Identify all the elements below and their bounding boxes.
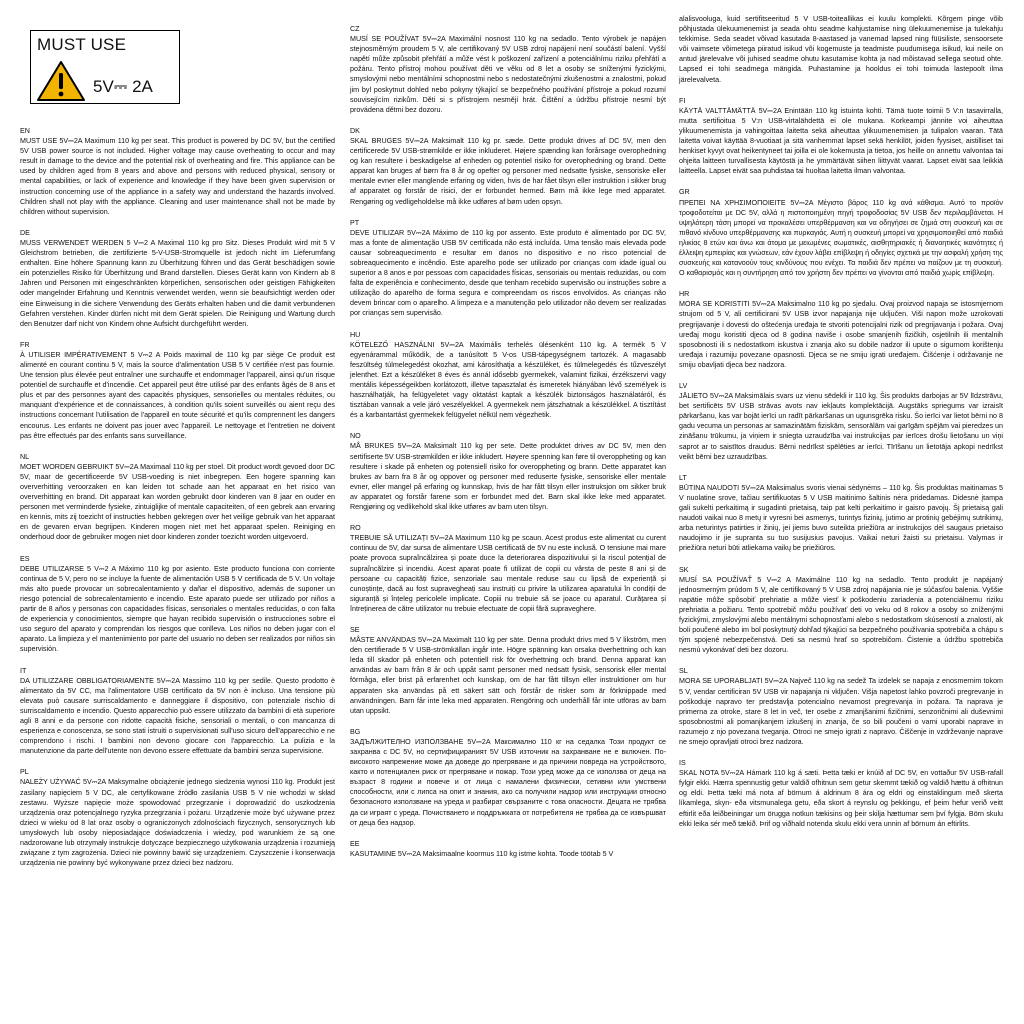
language-section-de	[20, 228, 335, 329]
language-code: HU	[350, 330, 361, 339]
warning-text: SKAL NOTA 5V⎓2A Hámark 110 kg á sæti. Þetta tæki er knúið af DC 5V, en vottaður 5V USB-rafall fylgir ekki. Hærra spennustig getur valdið ofhitnun sem getur skemmt tækið og valdið hættu á ofhitnun og eldi. Þetta tæki má nota af börnum á aldrinum 8 ára og eldri og einstaklingum með skerta líkamlega, skyn- eða vitsmunalega getu, eða skort á reynslu og þekkingu, ef þeim hefur verið veitt eftirlit eða leiðbeiningar um örugga notkun tækisins og þeir skilja hætturnar sem því fylgja. Börn skulu ekki leika sér með tækið. Þrif og viðhald notenda skulu ekki vera unnin af börnum án eftirlits.	[679, 769, 1003, 828]
language-code: DK	[350, 126, 360, 135]
language-section-it	[20, 666, 335, 757]
language-code: ES	[20, 554, 30, 563]
warning-text: KÖTELEZŐ HASZNÁLNI 5V⎓2A Maximális terhelés ülésenként 110 kg. A termék 5 V egyenárammal működik, de a tanúsított 5 V-os USB-tápegységnem tartozék. A magasabb feszültség túlmelegedést okozhat, ami károsíthatja a készüléket, és túlmelegedés és tűzveszélyt jelenthet. Ezt a készüléket 8 éves és annál idősebb gyermekek, valamint fizikai, érzékszervi vagy mentális képességeikben korlátozott, illetve tapasztalat és ismeretek hiányában lévő személyek is használhatják, ha felügyeletet vagy oktatást kaptak a készülék biztonságos használatáról, és tisztában vannak a vele járó veszélyekkel. A gyermekek nem játszhatnak a készülékkel. A tisztítást és a karbantartást gyermekek felügyelet nélkül nem végezhetik.	[350, 340, 666, 420]
warning-text: ЗАДЪЛЖИТЕЛНО ИЗПОЛЗВАНЕ 5V⎓2A Максимално 110 кг на седалка Този продукт се захранва с DC 5V, но сертифицираният 5V USB източник на захранване не е включен. По-високото напрежение може да доведе до прегряване и да причини повреда на устройството, както и потенциален риск от прегряване и пожар. Този уред може да се използва от деца на възраст 8 години и повече и от лица с намалени физически, сетивни или умствени способности, или с липса на опит и знания, ако са получили надзор или инструкции относно безопасното използване на уреда и разбират свързаните с това опасности. Децата не трябва да си играят с уреда. Почистването и поддръжката от потребителя не трябва да се извършват от деца без надзор.	[350, 737, 666, 827]
warning-text: DA UTILIZZARE OBBLIGATORIAMENTE 5V⎓2A Massimo 110 kg per sedile. Questo prodotto è alimentato da 5V CC, ma l'alimentatore USB certificato da 5V non è incluso. Una tensione più elevata può causare surriscaldamento e danneggiare il dispositivo, con potenziale rischio di surriscaldamento e incendio. Questo apparecchio può essere utilizzato da bambini di età superiore agli 8 anni e da persone con ridotte capacità fisiche, sensoriali o mentali, o con mancanza di esperienza e conoscenza, se sono stati istruiti o supervisionati sull'uso sicuro dell'apparecchio e ne comprendono i rischi. I bambini non devono giocare con l'apparecchio. La pulizia e la manutenzione da parte dell'utente non devono essere effettuate da bambini senza supervisione.	[20, 676, 335, 756]
language-code: NL	[20, 452, 30, 461]
language-code: NO	[350, 432, 361, 441]
language-section-is	[679, 758, 1003, 829]
language-code: HR	[679, 290, 690, 299]
warning-voltage: 5V⎓ 2A	[93, 77, 153, 96]
warning-triangle-icon	[36, 60, 86, 102]
language-section-ro	[350, 523, 666, 614]
warning-text: NALEŻY UŻYWAĆ 5V⎓2A Maksymalne obciążenie jednego siedzenia wynosi 110 kg. Produkt jest zasilany napięciem 5 V DC, ale certyfikowane źródło zasilania USB 5 V nie wchodzi w skład zestawu. Wyższe napięcie może spowodować przegrzanie i doprowadzić do uszkodzenia urządzenia oraz potencjalnego ryzyka przegrzania i pożaru. Urządzenie może być używane przez dzieci w wieku od 8 lat oraz osoby o ograniczonych zdolnościach fizycznych, sensorycznych lub umysłowych lub osoby nieposiadające doświadczenia i wiedzy, pod warunkiem że są one nadzorowane lub otrzymały instrukcje dotyczące bezpiecznego użytkowania urządzenia i rozumieją związane z tym zagrożenia. Dzieci nie powinny bawić się urządzeniem. Czyszczenie i konserwacja urządzenia nie powinny być wykonywane przez dzieci bez nadzoru.	[20, 778, 335, 868]
warning-text: JĀLIETO 5V⎓2A Maksimālais svars uz vienu sēdekli ir 110 kg. Šis produkts darbojas ar 5V līdzstrāvu, bet sertificēts 5V USB strāvas avots nav iekļauts komplektācijā. Augstāks spriegums var izraisīt pārkaršanu, kas var bojāt ierīci un radīt pārkaršanas un ugunsgrēka risku. Šo ierīci var lietot bērni no 8 gadu vecuma un personas ar samazinātām fiziskām, sensorālām vai garīgām spējām vai pieredzes un zināšanu trūkumu, ja viņiem ir sniegta uzraudzība vai instrukcijas par ierīces drošu lietošanu un viņi saprot ar to saistītos draudus. Bērni nedrīkst spēlēties ar ierīci. Tīrīšanu un lietotāja apkopi nedrīkst veikt bērni bez uzraudzības.	[679, 392, 1003, 461]
language-section-lv	[679, 381, 1003, 462]
warning-text: MUSÍ SA POUŽÍVAŤ 5 V⎓2 A Maximálne 110 kg na sedadlo. Tento produkt je napájaný jednosmerným prúdom 5 V, ale certifikovaný 5 V USB zdroj napájania nie je súčasťou balenia. Vyššie napätie môže spôsobiť prehriatie a môže viesť k poškodeniu zariadenia a potenciálnemu riziku prehriatia a požiaru. Tento spotrebič môžu používať deti vo veku od 8 rokov a osoby so zníženými fyzickými, zmyslovými alebo mentálnymi schopnosťami alebo s nedostatkom skúseností a znalostí, ak boli poučené alebo im bol poskytnutý dohľad týkajúci sa bezpečného používania spotrebiča a chápu s tým spojené nebezpečenstvá. Deti sa nesmú hrať so spotrebičom. Čistenie a údržbu spotrebiča nesmú vykonávať deti bez dozoru.	[679, 575, 1003, 655]
language-code: BG	[350, 727, 361, 736]
warning-text: ΠΡΕΠΕΙ ΝΑ ΧΡΗΣΙΜΟΠΟΙΕΙΤΕ 5V⎓2A Μέγιστο βάρος 110 kg ανά κάθισμα. Αυτό το προϊόν τροφοδοτείται με DC 5V, αλλά η πιστοποιημένη πηγή τροφοδοσίας 5V USB δεν περιλαμβάνεται. Η υψηλότερη τάση μπορεί να προκαλέσει υπερθέρμανση και να οδηγήσει σε ζημιά στη συσκευή και σε πιθανό κίνδυνο υπερθέρμανσης και πυρκαγιάς. Αυτή η συσκευή μπορεί να χρησιμοποιηθεί από παιδιά ηλικίας 8 ετών και άνω και άτομα με μειωμένες σωματικές, αισθητηριακές ή διανοητικές ικανότητες ή έλλειψη εμπειρίας και γνώσεων, εάν έχουν λάβει επίβλεψη ή οδηγίες σχετικά με την ασφαλή χρήση της συσκευής και κατανοούν τους κινδύνους που ενέχει. Τα παιδιά δεν πρέπει να παίζουν με τη συσκευή. Ο καθαρισμός και η συντήρηση από τον χρήστη δεν πρέπει να γίνονται από παιδιά χωρίς επίβλεψη.	[679, 198, 1003, 278]
language-section-fi	[679, 96, 1003, 177]
language-section-hr	[679, 289, 1003, 370]
warning-text: MÅ BRUKES 5V⎓2A Maksimalt 110 kg per sete. Dette produktet drives av DC 5V, men den sertifiserte 5V USB-strømkilden er ikke inkludert. Høyere spenning kan føre til overoppheting og kan resultere i skade på enheten og potensiell risiko for overoppheting og brann. Dette apparatet kan brukes av barn fra 8 år og oppover og personer med reduserte fysiske, sensoriske eller mentale evner, eller mangel på erfaring og kunnskap, hvis de har fått tilsyn eller instruksjon om sikker bruk av apparatet og forstår farene som er forbundet med det. Barn skal ikke leke med apparatet. Rengjøring og vedlikehold skal ikke utføres av barn uten tilsyn.	[350, 442, 666, 512]
language-section-es	[20, 554, 335, 655]
language-code: IS	[679, 759, 686, 768]
language-code: SK	[679, 565, 689, 574]
language-code: LT	[679, 473, 687, 482]
language-section-sk	[679, 565, 1003, 656]
language-section-pl	[20, 767, 335, 868]
column-3	[679, 14, 1003, 840]
language-section-continued	[679, 14, 1003, 85]
warning-text: KÄYTÄ VALTTÄMÄTTÄ 5V⎓2A Enintään 110 kg istuinta kohti. Tämä tuote toimii 5 V:n tasavirralla, mutta sertifioitua 5 V:n USB-virtalähdettä ei ole mukana. Korkeampi jännite voi aiheuttaa ylikuumenemista ja vahingoittaa laitetta sekä aiheuttaa ylikuumenemisen ja tulipalon vaaran. Tätä laitetta voivat käyttää 8-vuotiaat ja sitä vanhemmat lapset sekä henkilöt, joiden fyysiset, aistilliset tai henkiset kyvyt ovat heikentyneet tai joilla ei ole kokemusta ja tietoa, jos heille on annettu valvontaa tai ohjeita laitteen turvallisesta käytöstä ja he ymmärtävät siihen liittyvät vaarat. Lapset eivät saa leikkiä laitteella. Lapset eivät saa puhdistaa tai huoltaa laitetta ilman valvontaa.	[679, 106, 1003, 176]
language-section-se	[350, 625, 666, 716]
language-code: RO	[350, 524, 361, 533]
must-use-warning-label	[30, 30, 180, 104]
language-code: PT	[350, 218, 360, 227]
warning-text: MOET WORDEN GEBRUIKT 5V⎓2A Maximaal 110 kg per stoel. Dit product wordt gevoed door DC 5V, maar de gecertificeerde 5V USB-voeding is niet inbegrepen. Een hogere spanning kan oververhitting veroorzaken en kan leiden tot schade aan het apparaat en het risico van oververhitting en brand. Dit apparaat kan worden gebruikt door kinderen van 8 jaar en ouder en personen met verminderde fysieke, zintuiglijke of mentale capaciteiten, of een gebrek aan ervaring en kennis, mits zij toezicht of instructies hebben gekregen over het veilige gebruik van het apparaat en de gevaren ervan begrijpen. Kinderen mogen niet met het apparaat spelen. Reiniging en onderhoud door de gebruiker mogen niet door kinderen zonder toezicht worden uitgevoerd.	[20, 462, 335, 542]
language-code: FI	[679, 96, 686, 105]
warning-text: À UTILISER IMPÉRATIVEMENT 5 V⎓2 A Poids maximal de 110 kg par siège Ce produit est alimenté en courant continu 5 V, mais la source d'alimentation USB 5 V certifiée n'est pas fournie. Une tension plus élevée peut entraîner une surchauffe et endommager l'appareil, ainsi qu'un risque potentiel de surchauffe et d'incendie. Cet appareil peut être utilisé par des enfants âgés de 8 ans et plus et par des personnes ayant des capacités physiques, sensorielles ou mentales réduites, ou manquant d'expérience et de connaissances, à condition qu'ils soient surveillés ou aient reçu des instructions concernant l'utilisation de l'appareil en toute sécurité et qu'ils comprennent les dangers encourus. Les enfants ne doivent pas jouer avec l'appareil. Le nettoyage et l'entretien ne doivent pas être effectués par des enfants sans surveillance.	[20, 350, 335, 440]
language-section-bg	[350, 727, 666, 828]
language-section-dk	[350, 126, 666, 207]
warning-text: BŪTINA NAUDOTI 5V⎓2A Maksimalus svoris vienai sėdynėms – 110 kg. Šis produktas maitinamas 5 V nuolatine srove, tačiau sertifikuotas 5 V USB maitinimo šaltinis nėra pridedamas. Didesnė įtampa gali sukelti perkaitimą ir sugadinti prietaisą, taip pat kelti perkaitimo ir gaisro pavojų. Šį prietaisą gali naudoti vaikai nuo 8 metų ir vyresni bei asmenys, turintys fizinių, jutimo ar protinių gebėjimų sutrikimų, arba neturintys patirties ir žinių, jei jiems buvo suteikta priežiūra ar instrukcijos dėl saugaus prietaiso naudojimo ir jie supranta su tuo susijusius pavojus. Vaikai neturi žaisti su prietaisu. Valymas ir priežiūra neturi būti atliekama vaikų be priežiūros.	[679, 483, 1003, 553]
language-code: GR	[679, 188, 690, 197]
warning-text: MUSS VERWENDET WERDEN 5 V⎓2 A Maximal 110 kg pro Sitz. Dieses Produkt wird mit 5 V Gleichstrom betrieben, die zertifizierte 5-V-USB-Stromquelle ist jedoch nicht im Lieferumfang enthalten. Eine höhere Spannung kann zu Überhitzung führen und das Gerät beschädigen sowie ein potenzielles Risiko für Überhitzung und Brand darstellen. Dieses Gerät kann von Kindern ab 8 Jahren und Personen mit eingeschränkten körperlichen, sensorischen oder geistigen Fähigkeiten oder mangelnder Erfahrung und Kenntnis verwendet werden, wenn sie beaufsichtigt werden oder eine Einweisung in die sichere Verwendung des Geräts erhalten haben und die damit verbundenen Gefahren verstehen. Kinder dürfen nicht mit dem Gerät spielen. Die Reinigung und Wartung durch den Benutzer darf nicht von Kindern ohne Aufsicht durchgeführt werden.	[20, 238, 335, 328]
column-1	[20, 126, 335, 879]
language-code: PL	[20, 768, 29, 777]
language-code: LV	[679, 382, 688, 390]
language-section-no	[350, 431, 666, 512]
language-code: CZ	[350, 25, 360, 33]
language-section-cz	[350, 24, 666, 115]
warning-text: MUSÍ SE POUŽÍVAT 5V⎓2A Maximální nosnost 110 kg na sedadlo. Tento výrobek je napájen stejnosměrným proudem 5 V, ale certifikovaný 5V USB zdroj napájení není součástí balení. Vyšší napětí může způsobit přehřátí a může vést k poškození zařízení a potenciálnímu riziku přehřátí a požáru. Tento přístroj mohou používat děti ve věku od 8 let a osoby se sníženými fyzickými, smyslovými nebo mentálními schopnostmi nebo s nedostatečnými zkušenostmi a znalostmi, pokud jim byl poskytnut dohled nebo pokyny týkající se bezpečného používání přístroje a pokud rozumí souvisejícím rizikům. Děti si s přístrojem nesmějí hrát. Čištění a údržbu přístroje nesmí být provádena dětmi bez dozoru.	[350, 35, 666, 114]
language-section-lt	[679, 473, 1003, 554]
language-section-fr	[20, 340, 335, 441]
language-code: EE	[350, 839, 360, 848]
language-code: DE	[20, 228, 30, 237]
language-section-sl	[679, 666, 1003, 747]
language-section-ee	[350, 839, 666, 859]
column-2	[350, 24, 666, 870]
language-code: IT	[20, 666, 27, 675]
language-code: FR	[20, 340, 30, 349]
warning-text: MUST USE 5V⎓2A Maximum 110 kg per seat. This product is powered by DC 5V, but the certified 5V USB power source is not included. Higher voltage may cause overheating to occur and may result in damage to the device and the potential risk of overheating and fire. This appliance can be used by children aged from 8 years and above and persons with reduced physical, sensory or mental capabilities, or lack of experience and knowledge if they have been given supervision or instruction concerning use of the appliance in a safety way and understand the hazards involved. Children shall not play with the appliance. Cleaning and user maintenance shall not be made by children without supervision.	[20, 137, 335, 216]
warning-text: SKAL BRUGES 5V⎓2A Maksimalt 110 kg pr. sæde. Dette produkt drives af DC 5V, men den certificerede 5V USB-strømkilde er ikke inkluderet. Højere spænding kan forårsage overophedning og kan resultere i beskadigelse af enheden og potentiel risiko for overophedning og brand. Dette apparat kan bruges af børn fra 8 år og opefter og personer med nedsatte fysiske, sensoriske eller mentale evner eller manglende erfaring og viden, hvis de har fået tilsyn eller instruktion i sikker brug af apparatet og forstår de risici, der er forbundet hermed. Børn må ikke lege med apparatet. Rengøring og vedligeholdelse må ikke udføres af børn uden opsyn.	[350, 136, 666, 206]
language-section-hu	[350, 330, 666, 421]
warning-text: DEVE UTILIZAR 5V⎓2A Máximo de 110 kg por assento. Este produto é alimentado por DC 5V, mas a fonte de alimentação USB 5V certificada não está incluída. Uma tensão mais elevada pode causar sobreaquecimento e resultar em danos no dispositivo e no risco potencial de sobreaquecimento e incêndio. Este aparelho pode ser utilizado por crianças com idade igual ou superior a 8 anos e por pessoas com capacidades físicas, sensoriais ou mentais reduzidas, ou com falta de experiência e conhecimento, desde que tenham recebido supervisão ou instruções sobre a utilização do aparelho de forma segura e compreendam os riscos envolvidos. As crianças não devem brincar com o aparelho. A limpeza e a manutenção pelo utilizador não devem ser realizadas por crianças sem supervisão.	[350, 228, 666, 318]
language-section-pt	[350, 218, 666, 319]
warning-text: alalisvooluga, kuid sertifitseeritud 5 V USB-toiteallikas ei kuulu komplekti. Kõrgem pinge võib põhjustada ülekuumenemist ja seada ohtu seadme kahjustamise ning ülekuumenemise ja tulekahju tekkimise. Seda seadet võivad kasutada 8-aastased ja vanemad lapsed ning füüsiliste, sensoorsete või vaimsete võimetega piiratud isikud või kogemuste ja teadmiste puudumisega isikud, kui neile on antud järelevalve või juhised seadme ohutu kasutamise kohta ja nad mõistavad sellega seotud ohte. Lapsed ei tohi seadmega mängida. Puhastamine ja hooldus ei tohi toimuda lastepoolt ilma järelevalveta.	[679, 15, 1003, 84]
warning-text: MORA SE KORISTITI 5V⎓2A Maksimalno 110 kg po sjedalu. Ovaj proizvod napaja se istosmjernom strujom od 5 V, ali certificirani 5V USB izvor napajanja nije uključen. Viši napon može uzrokovati pregrijavanje i dovesti do oštećenja uređaja te stvoriti potencijalni rizik od pregrijavanja i požara. Ovaj uređaj mogu koristiti djeca od 8 godina naviše i osobe smanjenih fizičkih, osjetilnih ili mentalnih sposobnosti ili s nedostatkom iskustva i znanja ako su dobile nadzor ili upute o sigurnom korištenju uređaja i razumiju povezane opasnosti. Djeca se ne smiju igrati uređajem. Čišćenje i održavanje ne smiju obavljati djeca bez nadzora.	[679, 300, 1003, 369]
language-code: EN	[20, 127, 30, 135]
warning-text: MÅSTE ANVÄNDAS 5V⎓2A Maximalt 110 kg per säte. Denna produkt drivs med 5 V likström, men den certifierade 5 V USB-strömkällan ingår inte. Högre spänning kan orsaka överhettning och kan leda till skador på enheten och potentiell risk för överhettning och brand. Denna apparat kan användas av barn från 8 år och uppåt samt personer med nedsatt fysisk, sensorisk eller mental förmåga, eller brist på erfarenhet och kunskap, om de har fått tillsyn eller instruktioner om hur apparaten ska användas på ett säkert sätt och förstår de risker som är förknippade med användningen. Barn får inte leka med apparaten. Rengöring och underhåll får inte utföras av barn utan uppsikt.	[350, 636, 666, 715]
warning-text: KASUTAMINE 5V⎓2A Maksimaalne koormus 110 kg istme kohta. Toode töötab 5 V	[350, 849, 614, 858]
language-code: SE	[350, 625, 360, 634]
warning-text: TREBUIE SĂ UTILIZAȚI 5V⎓2A Maximum 110 kg pe scaun. Acest produs este alimentat cu curent continuu de 5V, dar sursa de alimentare USB certificată de 5V nu este inclusă. O tensiune mai mare poate provoca supraîncălzirea și poate duce la deteriorarea dispozitivului și la riscul potențial de supraîncălzire și incendiu. Acest aparat poate fi utilizat de copii cu vârsta de peste 8 ani și de persoane cu capacități fizice, senzoriale sau mentale reduse sau cu lipsă de experiență și cunoștințe, dacă au fost supravegheați sau instruiți cu privire la utilizarea aparatului în condiții de siguranță și înțeleg pericolele implicate. Copiii nu trebuie să se joace cu aparatul. Curățarea și întreținerea de către utilizator nu trebuie efectuate de copii fără supraveghere.	[350, 534, 666, 613]
warning-text: DEBE UTILIZARSE 5 V⎓2 A Máximo 110 kg por asiento. Este producto funciona con corriente continua de 5 V, pero no se incluye la fuente de alimentación USB 5 V certificada de 5 V. Un voltaje más alto puede provocar un sobrecalentamiento y dañar el dispositivo, además de suponer un riesgo potencial de sobrecalentamiento e incendio. Este aparato puede ser utilizado por niños a partir de 8 años y personas con capacidades físicas, sensoriales o mentales reducidas, o con falta de experiencia y conocimientos, siempre que hayan recibido supervisión o instrucciones sobre el uso seguro del aparato y comprendan los riesgos que conlleva. Los niños no deben jugar con el aparato. La limpieza y el mantenimiento por parte del usuario no deben ser realizados por niños sin supervisión.	[20, 564, 335, 654]
warning-title: MUST USE	[37, 35, 127, 54]
language-code: SL	[679, 667, 688, 676]
language-section-nl	[20, 452, 335, 543]
warning-text: MORA SE UPORABLJATI 5V⎓2A Največ 110 kg na sedež Ta izdelek se napaja z enosmernim tokom 5 V, vendar certificiran 5V USB vir napajanja ni vključen. Višja napetost lahko povzroči pregrevanje in poškoduje napravo ter predstavlja potencialno nevarnost pregrevanja in požara. Ta naprava je primerna za otroke, stare 8 let in več, ter osebe z zmanjšanimi fizičnimi, senzoričnimi ali duševnimi sposobnostmi ali pomanjkanjem izkušenj in znanja, če so bili poučeni o varni uporabi naprave in razumejo z njo povezana tveganja. Otroci ne smejo igrati z napravo. Čiščenje in vzdrževanje naprave ne smejo opravljati otroci brez nadzora.	[679, 677, 1003, 746]
language-section-en	[20, 126, 335, 217]
language-section-gr	[679, 187, 1003, 278]
